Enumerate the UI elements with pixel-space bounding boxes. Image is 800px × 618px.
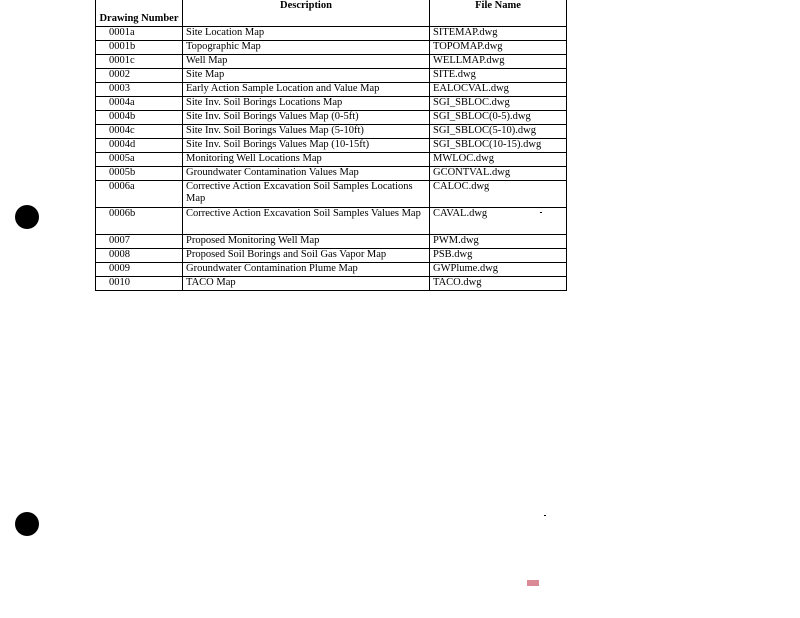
description-cell: Site Inv. Soil Borings Values Map (0-5ft) <box>183 111 430 125</box>
drawing-index-sheet <box>95 0 567 291</box>
table-row <box>96 83 567 97</box>
table-row <box>96 153 567 167</box>
header-description: Description <box>183 0 430 27</box>
drawing-number-cell: 0001b <box>96 41 183 55</box>
header-drawing-number: Drawing Number <box>96 0 183 27</box>
description-cell: Topographic Map <box>183 41 430 55</box>
file-name-cell: SGI_SBLOC(10-15).dwg <box>430 139 567 153</box>
file-name-cell: TACO.dwg <box>430 277 567 291</box>
description-cell: Site Inv. Soil Borings Locations Map <box>183 97 430 111</box>
table-row <box>96 69 567 83</box>
description-cell: Groundwater Contamination Plume Map <box>183 263 430 277</box>
description-cell: Site Map <box>183 69 430 83</box>
file-name-cell: CAVAL.dwg <box>430 208 567 235</box>
drawing-number-cell: 0006a <box>96 181 183 208</box>
description-cell: Proposed Soil Borings and Soil Gas Vapor Map <box>183 249 430 263</box>
description-cell: Early Action Sample Location and Value Map <box>183 83 430 97</box>
binder-punch-hole <box>15 205 39 229</box>
drawing-number-cell: 0001a <box>96 27 183 41</box>
file-name-cell: SGI_SBLOC(0-5).dwg <box>430 111 567 125</box>
drawing-number-cell: 0005a <box>96 153 183 167</box>
drawing-number-cell: 0008 <box>96 249 183 263</box>
drawing-index-table <box>95 0 567 291</box>
file-name-cell: EALOCVAL.dwg <box>430 83 567 97</box>
file-name-cell: PWM.dwg <box>430 235 567 249</box>
file-name-cell: PSB.dwg <box>430 249 567 263</box>
description-cell: Corrective Action Excavation Soil Samples Values Map <box>183 208 430 235</box>
table-row <box>96 208 567 235</box>
table-row <box>96 181 567 208</box>
table-row <box>96 263 567 277</box>
scan-speck <box>544 515 546 516</box>
file-name-cell: TOPOMAP.dwg <box>430 41 567 55</box>
drawing-number-cell: 0004d <box>96 139 183 153</box>
description-cell: Site Inv. Soil Borings Values Map (10-15ft) <box>183 139 430 153</box>
description-cell: Proposed Monitoring Well Map <box>183 235 430 249</box>
file-name-cell: GCONTVAL.dwg <box>430 167 567 181</box>
file-name-cell: SGI_SBLOC(5-10).dwg <box>430 125 567 139</box>
table-row <box>96 125 567 139</box>
description-cell: TACO Map <box>183 277 430 291</box>
description-cell: Site Inv. Soil Borings Values Map (5-10ft) <box>183 125 430 139</box>
table-row <box>96 55 567 69</box>
table-header-row <box>96 0 567 27</box>
file-name-cell: GWPlume.dwg <box>430 263 567 277</box>
drawing-number-cell: 0010 <box>96 277 183 291</box>
file-name-cell: MWLOC.dwg <box>430 153 567 167</box>
table-row <box>96 277 567 291</box>
drawing-number-cell: 0007 <box>96 235 183 249</box>
description-cell: Corrective Action Excavation Soil Samples Locations Map <box>183 181 430 208</box>
description-cell: Monitoring Well Locations Map <box>183 153 430 167</box>
header-file-name: File Name <box>430 0 567 27</box>
description-cell: Site Location Map <box>183 27 430 41</box>
drawing-number-cell: 0003 <box>96 83 183 97</box>
scan-mark <box>527 580 539 586</box>
scan-speck <box>540 212 542 213</box>
file-name-cell: SGI_SBLOC.dwg <box>430 97 567 111</box>
file-name-cell: CALOC.dwg <box>430 181 567 208</box>
table-row <box>96 41 567 55</box>
drawing-number-cell: 0001c <box>96 55 183 69</box>
file-name-cell: WELLMAP.dwg <box>430 55 567 69</box>
file-name-cell: SITE.dwg <box>430 69 567 83</box>
description-cell: Well Map <box>183 55 430 69</box>
table-row <box>96 111 567 125</box>
binder-punch-hole <box>15 512 39 536</box>
table-row <box>96 249 567 263</box>
table-row <box>96 235 567 249</box>
drawing-number-cell: 0005b <box>96 167 183 181</box>
drawing-number-cell: 0004a <box>96 97 183 111</box>
file-name-cell: SITEMAP.dwg <box>430 27 567 41</box>
table-row <box>96 27 567 41</box>
drawing-number-cell: 0004b <box>96 111 183 125</box>
drawing-number-cell: 0009 <box>96 263 183 277</box>
drawing-number-cell: 0004c <box>96 125 183 139</box>
table-row <box>96 167 567 181</box>
drawing-number-cell: 0002 <box>96 69 183 83</box>
drawing-number-cell: 0006b <box>96 208 183 235</box>
table-row <box>96 139 567 153</box>
description-cell: Groundwater Contamination Values Map <box>183 167 430 181</box>
table-row <box>96 97 567 111</box>
